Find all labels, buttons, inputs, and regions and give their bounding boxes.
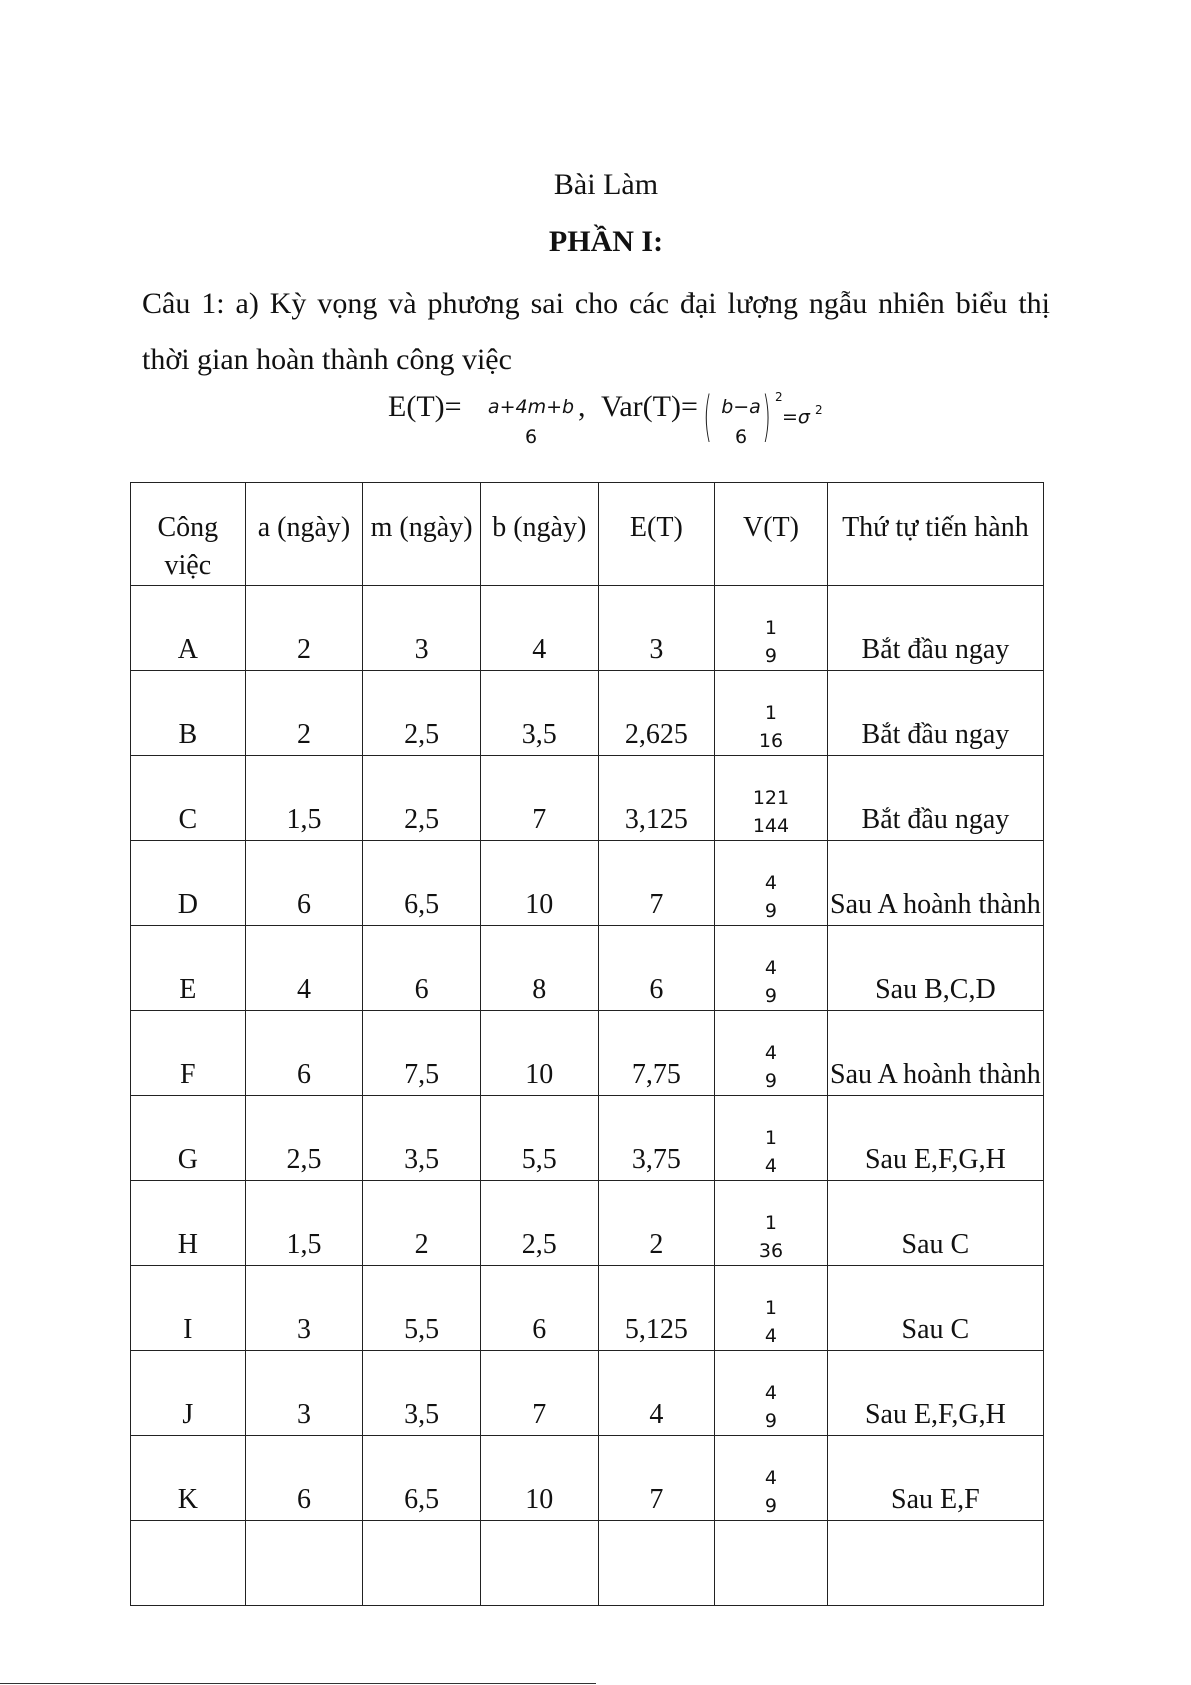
cell-order: Sau C (827, 1266, 1043, 1351)
variance-numerator: 1 (764, 617, 778, 639)
variance-numerator: 4 (764, 1042, 778, 1064)
cell-variance (715, 1011, 828, 1096)
table-row (131, 756, 1044, 841)
cell-b: 10 (480, 1011, 598, 1096)
cell-m: 7,5 (363, 1011, 481, 1096)
page-heading: Bài Làm (553, 168, 659, 201)
cell-m: 3 (363, 586, 481, 671)
empty-cell (827, 1521, 1043, 1606)
sigma-equals: =σ (782, 406, 810, 428)
variance-numerator: 4 (764, 957, 778, 979)
cell-b: 10 (480, 841, 598, 926)
header-cong-viec: Công việc (131, 483, 246, 586)
cell-et: 3,75 (598, 1096, 715, 1181)
variance-denominator: 9 (764, 900, 778, 922)
cell-task: C (131, 756, 246, 841)
cell-variance (715, 1266, 828, 1351)
formula-comma: , (578, 390, 586, 423)
cell-et: 7,75 (598, 1011, 715, 1096)
cell-order: Bắt đầu ngay (827, 671, 1043, 756)
var-exponent: 2 (775, 390, 783, 404)
empty-cell (363, 1521, 481, 1606)
variance-numerator: 1 (764, 702, 778, 724)
empty-cell (480, 1521, 598, 1606)
cell-task: G (131, 1096, 246, 1181)
table-row (131, 671, 1044, 756)
variance-numerator: 121 (752, 787, 790, 809)
cell-et: 4 (598, 1351, 715, 1436)
cell-task: D (131, 841, 246, 926)
table-row (131, 926, 1044, 1011)
cell-et: 3 (598, 586, 715, 671)
cell-task: A (131, 586, 246, 671)
cell-a: 2 (245, 586, 363, 671)
cell-b: 7 (480, 756, 598, 841)
left-paren: ( (703, 385, 712, 448)
cell-task: I (131, 1266, 246, 1351)
activity-table (130, 482, 1044, 1606)
cell-a: 6 (245, 1436, 363, 1521)
table-row (131, 1096, 1044, 1181)
cell-a: 3 (245, 1351, 363, 1436)
cell-task: K (131, 1436, 246, 1521)
cell-a: 4 (245, 926, 363, 1011)
empty-cell (245, 1521, 363, 1606)
variance-denominator: 16 (758, 730, 784, 752)
part-title: PHẦN I: (548, 225, 664, 258)
empty-cell (598, 1521, 715, 1606)
variance-denominator: 9 (764, 985, 778, 1007)
var-numerator: b−a (721, 396, 761, 418)
cell-et: 7 (598, 841, 715, 926)
cell-m: 6 (363, 926, 481, 1011)
variance-denominator: 4 (764, 1325, 778, 1347)
cell-m: 5,5 (363, 1266, 481, 1351)
et-numerator: a+4m+b (487, 396, 575, 418)
cell-task: J (131, 1351, 246, 1436)
footnote-divider (0, 1683, 596, 1684)
var-denominator: 6 (734, 426, 748, 448)
cell-b: 8 (480, 926, 598, 1011)
variance-numerator: 4 (764, 872, 778, 894)
cell-variance (715, 1351, 828, 1436)
header-a: a (ngày) (245, 483, 363, 586)
table-row (131, 841, 1044, 926)
cell-b: 4 (480, 586, 598, 671)
question-text: Câu 1: a) Kỳ vọng và phương sai cho các đại lượng ngẫu nhiên biểu thị thời gian hoàn thành công việc (142, 287, 1050, 376)
cell-a: 3 (245, 1266, 363, 1351)
cell-variance (715, 671, 828, 756)
variance-denominator: 9 (764, 1070, 778, 1092)
cell-order: Sau B,C,D (827, 926, 1043, 1011)
header-b: b (ngày) (480, 483, 598, 586)
cell-order: Sau E,F,G,H (827, 1096, 1043, 1181)
et-label: E(T)= (388, 390, 462, 423)
variance-numerator: 1 (764, 1212, 778, 1234)
cell-a: 2,5 (245, 1096, 363, 1181)
cell-a: 6 (245, 841, 363, 926)
cell-b: 6 (480, 1266, 598, 1351)
header-m: m (ngày) (363, 483, 481, 586)
table-row-empty (131, 1521, 1044, 1606)
variance-numerator: 4 (764, 1382, 778, 1404)
variance-denominator: 144 (752, 815, 790, 837)
cell-et: 6 (598, 926, 715, 1011)
cell-task: B (131, 671, 246, 756)
variance-denominator: 9 (764, 645, 778, 667)
cell-variance (715, 841, 828, 926)
cell-b: 2,5 (480, 1181, 598, 1266)
variance-denominator: 36 (758, 1240, 784, 1262)
header-et: E(T) (598, 483, 715, 586)
cell-et: 5,125 (598, 1266, 715, 1351)
variance-numerator: 1 (764, 1297, 778, 1319)
header-order: Thứ tự tiến hành (827, 483, 1043, 586)
empty-cell (715, 1521, 828, 1606)
cell-et: 3,125 (598, 756, 715, 841)
table-row (131, 1266, 1044, 1351)
variance-denominator: 9 (764, 1495, 778, 1517)
cell-m: 3,5 (363, 1096, 481, 1181)
cell-order: Bắt đầu ngay (827, 756, 1043, 841)
cell-task: F (131, 1011, 246, 1096)
table-header-row (131, 483, 1044, 586)
right-paren: ) (762, 385, 771, 448)
header-vt: V(T) (715, 483, 828, 586)
cell-et: 2 (598, 1181, 715, 1266)
table-row (131, 1181, 1044, 1266)
cell-order: Sau E,F,G,H (827, 1351, 1043, 1436)
cell-m: 3,5 (363, 1351, 481, 1436)
sigma-exponent: 2 (815, 403, 823, 417)
cell-order: Sau C (827, 1181, 1043, 1266)
cell-task: H (131, 1181, 246, 1266)
variance-denominator: 9 (764, 1410, 778, 1432)
cell-b: 10 (480, 1436, 598, 1521)
cell-m: 6,5 (363, 1436, 481, 1521)
cell-order: Sau E,F (827, 1436, 1043, 1521)
var-label: Var(T)= (601, 390, 698, 423)
cell-a: 1,5 (245, 1181, 363, 1266)
table-row (131, 586, 1044, 671)
empty-cell (131, 1521, 246, 1606)
cell-m: 2,5 (363, 671, 481, 756)
variance-numerator: 4 (764, 1467, 778, 1489)
cell-b: 3,5 (480, 671, 598, 756)
cell-m: 2,5 (363, 756, 481, 841)
cell-order: Sau A hoành thành (827, 841, 1043, 926)
cell-order: Bắt đầu ngay (827, 586, 1043, 671)
cell-a: 6 (245, 1011, 363, 1096)
cell-order: Sau A hoành thành (827, 1011, 1043, 1096)
variance-numerator: 1 (764, 1127, 778, 1149)
cell-b: 7 (480, 1351, 598, 1436)
cell-task: E (131, 926, 246, 1011)
cell-m: 6,5 (363, 841, 481, 926)
table-row (131, 1011, 1044, 1096)
table-row (131, 1351, 1044, 1436)
cell-variance (715, 926, 828, 1011)
variance-denominator: 4 (764, 1155, 778, 1177)
cell-variance (715, 1181, 828, 1266)
cell-a: 2 (245, 671, 363, 756)
cell-a: 1,5 (245, 756, 363, 841)
cell-b: 5,5 (480, 1096, 598, 1181)
cell-m: 2 (363, 1181, 481, 1266)
cell-variance (715, 756, 828, 841)
cell-et: 7 (598, 1436, 715, 1521)
cell-variance (715, 1436, 828, 1521)
cell-et: 2,625 (598, 671, 715, 756)
et-denominator: 6 (524, 426, 538, 448)
cell-variance (715, 586, 828, 671)
table-row (131, 1436, 1044, 1521)
cell-variance (715, 1096, 828, 1181)
